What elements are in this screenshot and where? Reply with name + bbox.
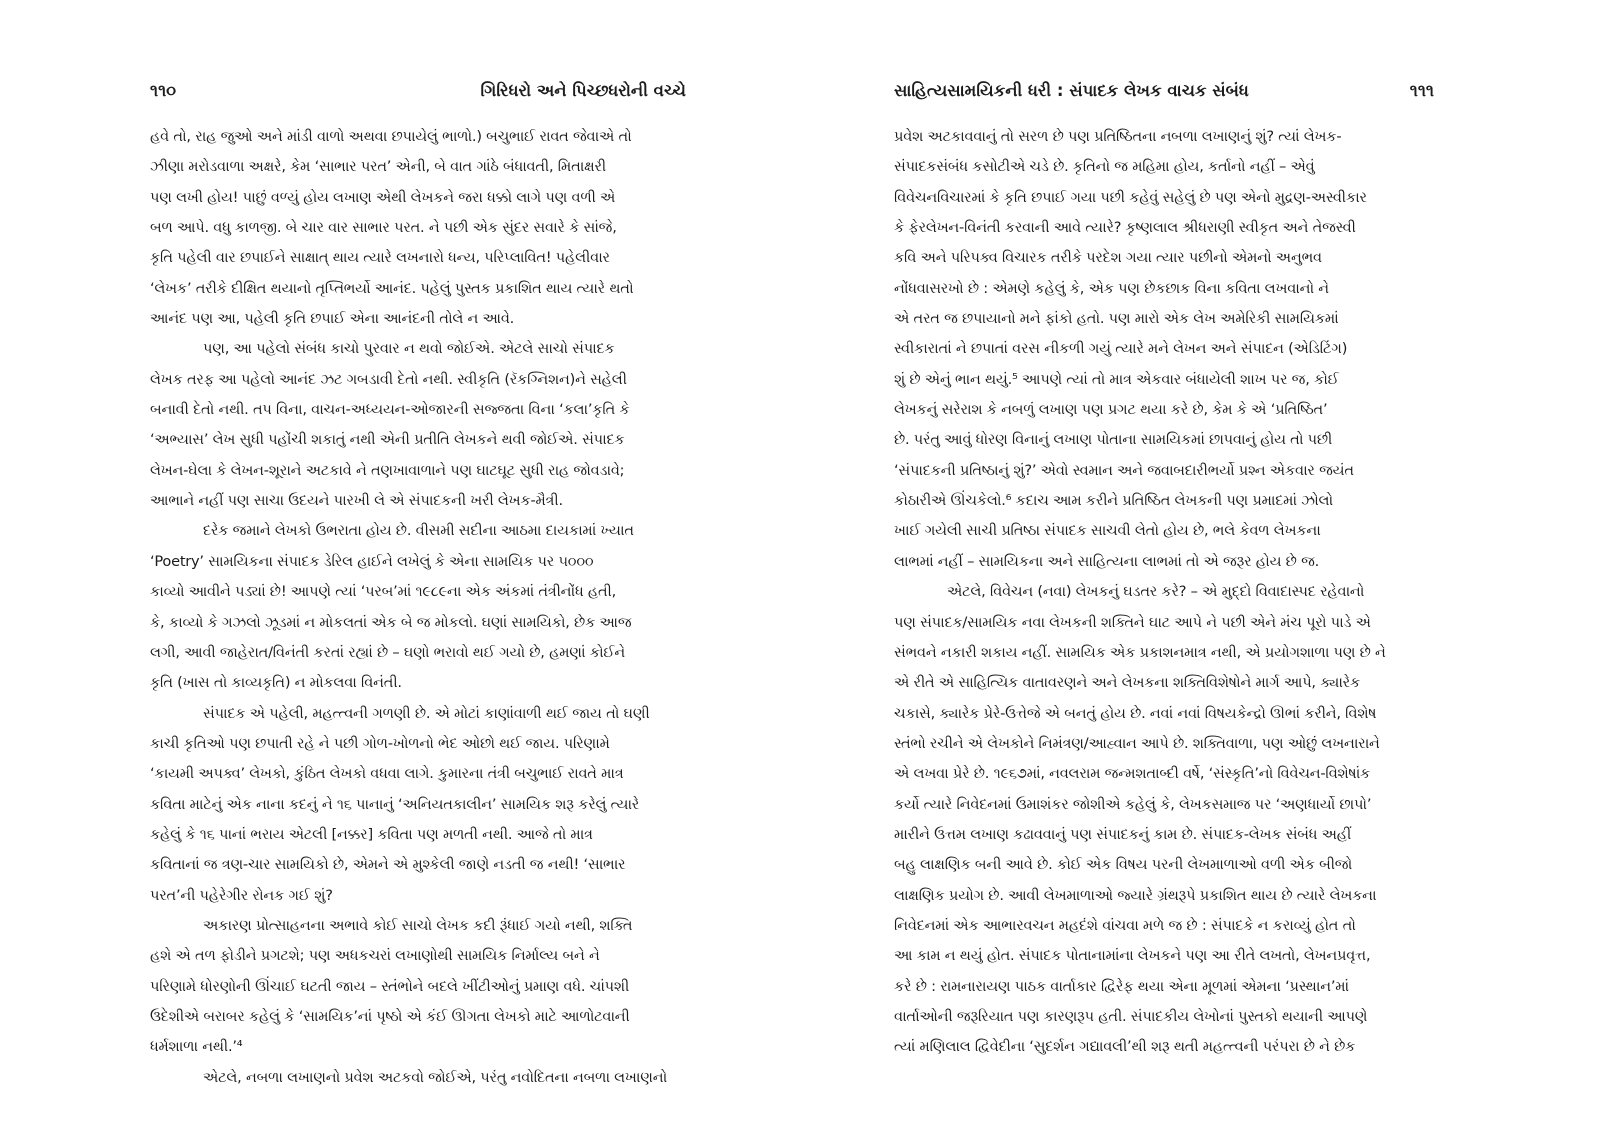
page-number-right: ૧૧૧: [1409, 81, 1434, 100]
text-line: નિવેદનમાં એક આભારવચન મહદંશે વાંચવા મળે જ છે : સંપાદકે ન કરાવ્યું હોત તો: [894, 916, 1356, 934]
running-title-left: ગિરિધરો અને પિચ્છધરોની વચ્ચે: [480, 81, 686, 100]
text-line: પણ લખી હોય! પાછું વળ્યું હોય લખાણ એથી લેખકને જરા ધક્કો લાગે પણ વળી એ: [150, 188, 616, 206]
text-line: પ્રવેશ અટકાવવાનું તો સરળ છે પણ પ્રતિષ્ઠિતના નબળા લખાણનું શું? ત્યાં લેખક-: [894, 128, 1342, 145]
text-line: કરે છે : રામનારાયણ પાઠક વાર્તાકાર દ્વિરેફ થયા એના મૂળમાં એમના ‘પ્રસ્થાન’માં: [894, 977, 1349, 995]
text-line: ‘સંપાદકની પ્રતિષ્ઠાનું શું?’ એવો સ્વમાન અને જવાબદારીભર્યો પ્રશ્ન એકવાર જયંત: [894, 461, 1354, 479]
text-line: કવિતાનાં જ ત્રણ-ચાર સામયિકો છે, એમને એ મુશ્કેલી જાણે નડતી જ નથી! ‘સાભાર: [150, 856, 626, 874]
text-line: એટલે, નબળા લખાણનો પ્રવેશ અટકવો જોઈએ, પરંતુ નવોદિતના નબળા લખાણનો: [203, 1068, 668, 1086]
text-line: પરિણામે ધોરણોની ઊંચાઈ ઘટતી જાય – સ્તંભોને બદલે ખીંટીઓનું પ્રમાણ વધે. ચાંપશી: [150, 977, 630, 995]
text-line: ઉદેશીએ બરાબર કહેલું કે ‘સામયિક’નાં પૃષ્ઠો એ કંઈ ઊગતા લેખકો માટે આળોટવાની: [150, 1007, 630, 1025]
text-line: હશે એ તળ ફોડીને પ્રગટશે; પણ અધકચરાં લખાણોથી સામયિક નિર્માલ્ય બને ને: [150, 947, 600, 965]
text-line: બનાવી દેતો નથી. તપ વિના, વાચન-અધ્યયન-ઓજારની સજ્જતા વિના ‘કલા’કૃતિ કે: [150, 401, 630, 419]
running-head-right: [894, 76, 1434, 106]
text-line: પણ સંપાદક/સામયિક નવા લેખકની શક્તિને ઘાટ આપે ને પછી એને મંચ પૂરો પાડે એ: [894, 613, 1371, 631]
text-line: આ કામ ન થયું હોત. સંપાદક પોતાનામાંના લેખકને પણ આ રીતે લખતો, લેખનપ્રવૃત્ત,: [894, 947, 1371, 965]
text-line: વાર્તાઓની જરૂરિયાત પણ કારણરૂપ હતી. સંપાદકીય લેખોનાં પુસ્તકો થયાની આપણે: [894, 1007, 1368, 1025]
text-line: સંપાદક એ પહેલી, મહત્ત્વની ગળણી છે. એ મોટાં કાણાંવાળી થઈ જાય તો ઘણી: [203, 704, 650, 722]
text-line: લેખન-ઘેલા કે લેખન-શૂરાને અટકાવે ને તણખાવાળાને પણ ઘાટઘૂટ સુધી રાહ જોવડાવે;: [150, 461, 625, 479]
text-line: સ્તંભો રચીને એ લેખકોને નિમંત્રણ/આહ્વાન આપે છે. શક્તિવાળા, પણ ઓછું લખનારાને: [894, 734, 1380, 752]
text-line: કવિ અને પરિપક્વ વિચારક તરીકે પરદેશ ગયા ત્યાર પછીનો એમનો અનુભવ: [894, 249, 1322, 267]
text-line: સંભવને નકારી શકાય નહીં. સામયિક એક પ્રકાશનમાત્ર નથી, એ પ્રયોગશાળા પણ છે ને: [894, 643, 1386, 661]
text-line: એ તરત જ છપાયાનો મને ફાંકો હતો. પણ મારો એક લેખ અમેરિકી સામયિકમાં: [894, 310, 1339, 328]
text-line: ચકાસે, ક્યારેક પ્રેરે-ઉત્તેજે એ બનતું હોય છે. નવાં નવાં વિષયકેન્દ્રો ઊભાં કરીને, વિશેષ: [894, 704, 1377, 722]
right-body-text: [894, 122, 1434, 1063]
text-line: દરેક જમાને લેખકો ઉભરાતા હોય છે. વીસમી સદીના આઠમા દાયકામાં ખ્યાત: [203, 522, 634, 540]
text-line: નોંધવાસરખો છે : એમણે કહેલું કે, એક પણ છેકછાક વિના કવિતા લખવાનો ને: [894, 279, 1329, 297]
text-line: બળ આપે. વધુ કાળજી. બે ચાર વાર સાભાર પરત. ને પછી એક સુંદર સવારે કે સાંજે,: [150, 219, 617, 237]
text-line: ધર્મશાળા નથી.’⁴: [150, 1038, 243, 1056]
text-line: આનંદ પણ આ, પહેલી કૃતિ છપાઈ એના આનંદની તોલે ન આવે.: [150, 310, 515, 328]
text-line: ‘કાયમી અપક્વ’ લેખકો, કુંઠિત લેખકો વધવા લાગે. કુમારના તંત્રી બચુભાઈ રાવતે માત્ર: [150, 765, 624, 783]
text-line: અકારણ પ્રોત્સાહનના અભાવે કોઈ સાચો લેખક કદી રૂંધાઈ ગયો નથી, શક્તિ: [203, 916, 633, 934]
running-head-left: [150, 76, 686, 106]
text-line: કે ફેરલેખન-વિનંતી કરવાની આવે ત્યારે? કૃષ્ણલાલ શ્રીધરાણી સ્વીકૃત અને તેજસ્વી: [894, 219, 1356, 237]
text-line: કાવ્યો આવીને પડ્યાં છે! આપણે ત્યાં ‘પરબ’માં ૧૯૮૯ના એક અંકમાં તંત્રીનોંધ હતી,: [150, 583, 616, 601]
text-line: કહેલું કે ૧૬ પાનાં ભરાય એટલી [નક્કર] કવિતા પણ મળતી નથી. આજે તો માત્ર: [150, 825, 593, 843]
text-line: ત્યાં મણિલાલ દ્વિવેદીના ‘સુદર્શન ગદ્યાવલી’થી શરૂ થતી મહત્ત્વની પરંપરા છે ને છેક: [894, 1038, 1356, 1056]
text-line: લાક્ષણિક પ્રયોગ છે. આવી લેખમાળાઓ જ્યારે ગ્રંથરૂપે પ્રકાશિત થાય છે ત્યારે લેખકના: [894, 886, 1377, 904]
text-line: લેખકનું સરેરાશ કે નબળું લખાણ પણ પ્રગટ થયા કરે છે, કેમ કે એ ‘પ્રતિષ્ઠિત’: [894, 401, 1328, 419]
text-line: એ લખવા પ્રેરે છે. ૧૯૬૭માં, નવલરામ જન્મશતાબ્દી વર્ષે, ‘સંસ્કૃતિ’નો વિવેચન-વિશેષાંક: [894, 765, 1371, 783]
running-title-right: સાહિત્યસામયિકની ધરી : સંપાદક લેખક વાચક સંબંધ: [894, 81, 1249, 100]
text-line: આભાને નહીં પણ સાચા ઉદયને પારખી લે એ સંપાદકની ખરી લેખક-મૈત્રી.: [150, 492, 563, 510]
text-line: સ્વીકારાતાં ને છપાતાં વરસ નીકળી ગયું ત્યારે મને લેખન અને સંપાદન (એડિટિંગ): [894, 340, 1348, 358]
text-line: પરત’ની પહેરેગીર રોનક ગઈ શું?: [150, 886, 333, 904]
text-line: છે. પરંતુ આવું ધોરણ વિનાનું લખાણ પોતાના સામયિકમાં છાપવાનું હોય તો પછી: [894, 431, 1333, 449]
text-line: બહુ લાક્ષણિક બની આવે છે. કોઈ એક વિષય પરની લેખમાળાઓ વળી એક બીજો: [894, 856, 1352, 874]
text-line: કોઠારીએ ઊંચકેલો.⁶ કદાચ આમ કરીને પ્રતિષ્ઠિત લેખકની પણ પ્રમાદમાં ઝોલો: [894, 492, 1333, 510]
page-number-left: ૧૧૦: [150, 81, 177, 100]
text-line: ‘લેખક’ તરીકે દીક્ષિત થયાનો તૃપ્તિભર્યો આનંદ. પહેલું પુસ્તક પ્રકાશિત થાય ત્યારે થતો: [150, 279, 634, 297]
text-line: સંપાદકસંબંધ કસોટીએ ચડે છે. કૃતિનો જ મહિમા હોય, કર્તાનો નહીં – એવું: [894, 158, 1315, 176]
text-line: કવિતા માટેનું એક નાના કદનું ને ૧૬ પાનાનું ‘અનિયતકાલીન’ સામયિક શરૂ કરેલું ત્યારે: [150, 795, 640, 813]
text-line: લેખક તરફ આ પહેલો આનંદ ઝટ ગબડાવી દેતો નથી. સ્વીકૃતિ (રૅકગ્નિશન)ને સહેલી: [150, 370, 627, 388]
text-line: શું છે એનું ભાન થયું.⁵ આપણે ત્યાં તો માત્ર એકવાર બંધાયેલી શાખ પર જ, કોઈ: [894, 370, 1339, 388]
text-line: મારીને ઉત્તમ લખાણ કઢાવવાનું પણ સંપાદકનું કામ છે. સંપાદક-લેખક સંબંધ અહીં: [894, 825, 1352, 843]
text-line: ‘અભ્યાસ’ લેખ સુધી પહોંચી શકાતું નથી એની પ્રતીતિ લેખકને થવી જોઈએ. સંપાદક: [150, 431, 625, 449]
text-line: ‘Poetry’ સામયિકના સંપાદક ડેરિલ હાઈને લખેલું કે એના સામયિક પર ૫૦૦૦: [150, 552, 594, 570]
text-line: લગી, આવી જાહેરાત/વિનંતી કરતાં રહ્યાં છે – ઘણો ભરાવો થઈ ગયો છે, હમણાં કોઈને: [150, 643, 626, 661]
left-body-text: [150, 122, 686, 1093]
text-line: પણ, આ પહેલો સંબંધ કાચો પુરવાર ન થવો જોઈએ. એટલે સાચો સંપાદક: [203, 340, 615, 358]
text-line: કૃતિ પહેલી વાર છપાઈને સાક્ષાત્ થાય ત્યારે લખનારો ધન્ય, પરિપ્લાવિત! પહેલીવાર: [150, 249, 610, 267]
text-line: એટલે, વિવેચન (નવા) લેખકનું ઘડતર કરે? – એ મુદ્દો વિવાદાસ્પદ રહેવાનો: [947, 583, 1365, 601]
right-page: [894, 0, 1434, 1131]
text-line: લાભમાં નહીં – સામયિકના અને સાહિત્યના લાભમાં તો એ જરૂર હોય છે જ.: [894, 552, 1320, 570]
text-line: ખાઈ ગયેલી સાચી પ્રતિષ્ઠા સંપાદક સાચવી લેતો હોય છે, ભલે કેવળ લેખકના: [894, 522, 1321, 540]
left-page: [150, 0, 686, 1131]
text-line: એ રીતે એ સાહિત્યિક વાતાવરણને અને લેખકના શક્તિવિશેષોને માર્ગ આપે, ક્યારેક: [894, 674, 1361, 692]
text-line: વિવેચનવિચારમાં કે કૃતિ છપાઈ ગયા પછી કહેવું સહેલું છે પણ એનો મુદ્રણ-અસ્વીકાર: [894, 188, 1367, 206]
text-line: હવે તો, રાહ જુઓ અને માંડી વાળો અથવા છપાયેલું ભાળો.) બચુભાઈ રાવત જેવાએ તો: [150, 128, 632, 145]
text-line: કર્યો ત્યારે નિવેદનમાં ઉમાશંકર જોશીએ કહેલું કે, લેખકસમાજ પર ‘અણધાર્યો છાપો’: [894, 795, 1372, 813]
text-line: કૃતિ (ખાસ તો કાવ્યકૃતિ) ન મોકલવા વિનંતી.: [150, 674, 402, 692]
text-line: કે, કાવ્યો કે ગઝલો ઝૂડમાં ન મોકલતાં એક બે જ મોકલો. ઘણાં સામયિકો, છેક આજ: [150, 613, 632, 631]
text-line: ઝીણા મરોડવાળા અક્ષરે, કેમ ‘સાભાર પરત’ એની, બે વાત ગાંઠે બંધાવતી, મિતાક્ષરી: [150, 158, 606, 176]
text-line: કાચી કૃતિઓ પણ છપાતી રહે ને પછી ગોળ-ખોળનો ભેદ ઓછો થઈ જાય. પરિણામે: [150, 734, 610, 752]
